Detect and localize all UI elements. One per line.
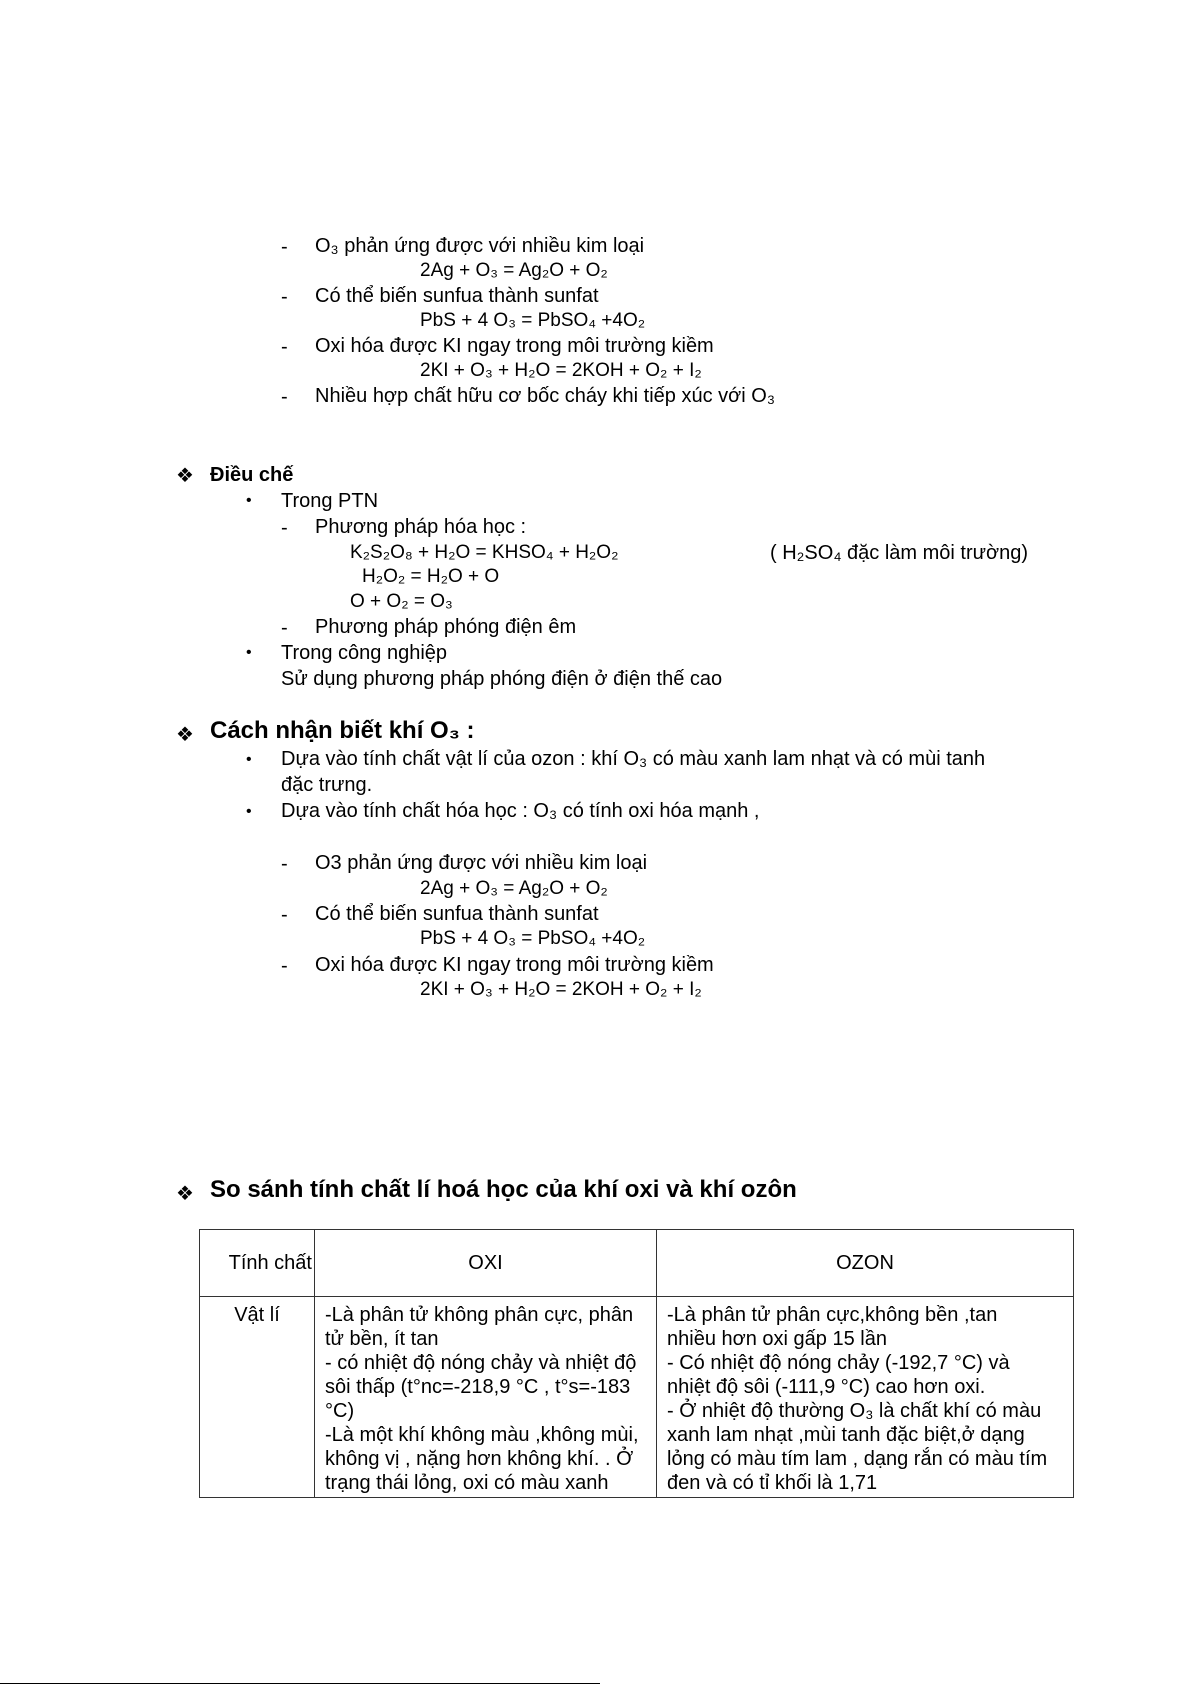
ozon-line: - Có nhiệt độ nóng chảy (-192,7 °C) và	[667, 1352, 1010, 1374]
header-ozon: OZON	[657, 1230, 1074, 1297]
dash-marker: -	[281, 853, 288, 875]
ozon-line: nhiều hơn oxi gấp 15 lần	[667, 1328, 887, 1350]
diamond-bullet-icon: ❖	[176, 465, 194, 487]
comparison-table	[199, 1229, 1074, 1498]
dash-marker: -	[281, 236, 288, 258]
row-label-physical	[200, 1297, 315, 1498]
reaction-text-4: Nhiều hợp chất hữu cơ bốc cháy khi tiếp xúc với O₃	[315, 385, 775, 407]
oxi-line: °C)	[325, 1400, 355, 1422]
section-heading-so-sanh: So sánh tính chất lí hoá học của khí oxi và khí ozôn	[210, 1176, 797, 1203]
ozon-cell-body	[657, 1297, 1073, 1497]
bullet-icon: •	[246, 644, 252, 661]
header-oxi: OXI	[315, 1230, 657, 1297]
oxi-line: - có nhiệt độ nóng chảy và nhiệt độ	[325, 1352, 637, 1374]
reaction-text-3: Oxi hóa được KI ngay trong môi trường kiềm	[315, 335, 714, 357]
identify-equation-1: 2Ag + O₃ = Ag₂O + O₂	[420, 878, 608, 899]
equation-3: 2KI + O₃ + H₂O = 2KOH + O₂ + I₂	[420, 360, 702, 381]
dash-marker: -	[281, 955, 288, 977]
bullet-icon: •	[246, 803, 252, 820]
prep-equation-note: ( H₂SO₄ đặc làm môi trường)	[770, 542, 1029, 564]
method-chemical: Phương pháp hóa học :	[315, 516, 527, 538]
ozon-line: -Là phân tử phân cực,không bền ,tan	[667, 1304, 998, 1326]
table-header-row	[200, 1230, 1074, 1297]
section-heading-nhan-biet: Cách nhận biết khí O₃ :	[210, 717, 475, 744]
ozon-physical-cell	[657, 1297, 1074, 1498]
identify-reaction-1: O3 phản ứng được với nhiều kim loại	[315, 852, 648, 874]
prep-equation-1: K₂S₂O₈ + H₂O = KHSO₄ + H₂O₂	[350, 542, 619, 563]
oxi-cell-body	[315, 1297, 656, 1497]
dash-marker: -	[281, 286, 288, 308]
oxi-line: không vị , nặng hơn không khí. . Ở	[325, 1448, 634, 1470]
diamond-bullet-icon: ❖	[176, 1183, 194, 1205]
dash-marker: -	[281, 617, 288, 639]
method-discharge: Phương pháp phóng điện êm	[315, 616, 577, 638]
section-heading-dieu-che: Điều chế	[210, 464, 294, 486]
bullet-icon: •	[246, 751, 252, 768]
oxi-physical-cell	[315, 1297, 657, 1498]
reaction-text-1: O₃ phản ứng được với nhiều kim loại	[315, 235, 645, 257]
ozon-line: xanh lam nhạt ,mùi tanh đặc biệt,ở dạng	[667, 1424, 1025, 1446]
oxi-line: trạng thái lỏng, oxi có màu xanh	[325, 1472, 609, 1494]
ozon-line: - Ở nhiệt độ thường O₃ là chất khí có màu	[667, 1400, 1042, 1422]
oxi-line: -Là phân tử không phân cực, phân	[325, 1304, 634, 1326]
industry-text: Sử dụng phương pháp phóng điện ở điện thế cao	[281, 668, 723, 690]
identify-equation-2: PbS + 4 O₃ = PbSO₄ +4O₂	[420, 928, 646, 949]
ozon-line: nhiệt độ sôi (-111,9 °C) cao hơn oxi.	[667, 1376, 986, 1398]
equation-1: 2Ag + O₃ = Ag₂O + O₂	[420, 260, 608, 281]
row-label-text: Vật lí	[234, 1304, 280, 1326]
identify-chemical: Dựa vào tính chất hóa học : O₃ có tính oxi hóa mạnh ,	[281, 800, 760, 822]
dash-marker: -	[281, 904, 288, 926]
oxi-line: tử bền, ít tan	[325, 1328, 439, 1350]
oxi-line: -Là một khí không màu ,không mùi,	[325, 1424, 639, 1446]
oxi-line: sôi thấp (t°nc=-218,9 °C , t°s=-183	[325, 1376, 631, 1398]
dash-marker: -	[281, 386, 288, 408]
dash-marker: -	[281, 517, 288, 539]
identify-reaction-2: Có thể biến sunfua thành sunfat	[315, 903, 599, 925]
prep-equation-2: H₂O₂ = H₂O + O	[362, 566, 500, 587]
prep-equation-3: O + O₂ = O₃	[350, 591, 453, 612]
table-row	[200, 1297, 1074, 1498]
industry-label: Trong công nghiệp	[281, 642, 448, 664]
diamond-bullet-icon: ❖	[176, 724, 194, 746]
identify-physical-line1: Dựa vào tính chất vật lí của ozon : khí O₃ có màu xanh lam nhạt và có mùi tanh	[281, 748, 986, 770]
dash-marker: -	[281, 336, 288, 358]
lab-label: Trong PTN	[281, 490, 379, 512]
identify-reaction-3: Oxi hóa được KI ngay trong môi trường kiềm	[315, 954, 714, 976]
page-bottom-divider	[0, 1683, 600, 1684]
reaction-text-2: Có thể biến sunfua thành sunfat	[315, 285, 599, 307]
header-property: Tính chất	[200, 1230, 315, 1297]
bullet-icon: •	[246, 492, 252, 509]
equation-2: PbS + 4 O₃ = PbSO₄ +4O₂	[420, 310, 646, 331]
identify-equation-3: 2KI + O₃ + H₂O = 2KOH + O₂ + I₂	[420, 979, 702, 1000]
ozon-line: lỏng có màu tím lam , dạng rắn có màu tím	[667, 1448, 1048, 1470]
identify-physical-line2: đặc trưng.	[281, 774, 373, 796]
ozon-line: đen và có tỉ khối là 1,71	[667, 1472, 878, 1494]
